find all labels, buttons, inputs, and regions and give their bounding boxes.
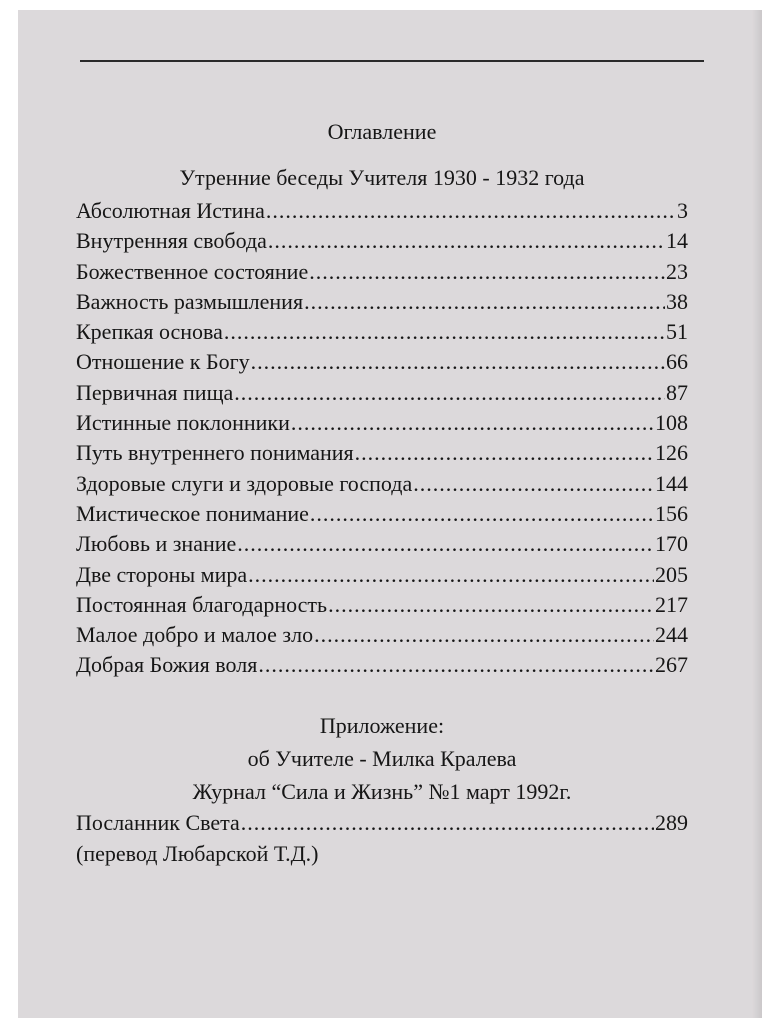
dot-leader	[413, 469, 654, 499]
toc-entry-page: 14	[666, 228, 688, 254]
toc-entry-title: Божественное состояние	[76, 258, 309, 284]
appendix-section	[76, 709, 688, 870]
toc-entry-page: 38	[666, 288, 688, 314]
toc-entry-page: 289	[655, 809, 688, 835]
toc-entry-page: 205	[655, 561, 688, 587]
toc-entry-title: Крепкая основа	[76, 319, 223, 345]
toc-entry	[76, 257, 688, 287]
toc-entry-title: Здоровые слуги и здоровые господа	[76, 470, 413, 496]
toc-entry	[76, 226, 688, 256]
toc-entry-title: Внутренняя свобода	[76, 228, 267, 254]
toc-entry	[76, 347, 688, 377]
toc-entry-page: 267	[655, 652, 688, 678]
toc-entry	[76, 650, 688, 680]
toc-entry-list	[76, 196, 688, 681]
toc-entry-title: Постоянная благодарность	[76, 591, 328, 617]
dot-leader	[241, 808, 654, 838]
toc-entry-title: Важность размышления	[76, 288, 304, 314]
toc-entry	[76, 590, 688, 620]
dot-leader	[237, 529, 654, 559]
book-page	[18, 10, 762, 1018]
toc-entry-page: 217	[655, 591, 688, 617]
appendix-author-line: об Учителе - Милка Кралева	[247, 745, 517, 771]
toc-entry-page: 144	[655, 470, 688, 496]
toc-entry	[76, 317, 688, 347]
toc-entry-title: Истинные поклонники	[76, 410, 290, 436]
toc-entry-title: Малое добро и малое зло	[76, 622, 314, 648]
toc-entry-page: 108	[655, 410, 688, 436]
toc-entry	[76, 620, 688, 650]
toc-entry-page: 170	[655, 531, 688, 557]
toc-entry-title: Первичная пища	[76, 379, 234, 405]
toc-entry-page: 244	[655, 622, 688, 648]
appendix-journal-line: Журнал “Сила и Жизнь” №1 март 1992г.	[192, 778, 572, 804]
toc-heading: Оглавление	[327, 119, 437, 144]
dot-leader	[258, 650, 654, 680]
toc-entry	[76, 378, 688, 408]
dot-leader	[266, 196, 676, 226]
toc-entry	[76, 529, 688, 559]
toc-entry-title: Отношение к Богу	[76, 349, 250, 375]
toc-section-title: Утренние беседы Учителя 1930 - 1932 года	[179, 165, 585, 190]
toc-entry	[76, 196, 688, 226]
toc-entry-title: Посланник Света	[76, 809, 240, 835]
toc-entry-title: Путь внутреннего понимания	[76, 440, 354, 466]
dot-leader	[304, 287, 665, 317]
toc-entry-page: 3	[677, 198, 688, 223]
dot-leader	[234, 378, 665, 408]
toc-entry-title: Мистическое понимание	[76, 500, 309, 526]
dot-leader	[248, 560, 654, 590]
dot-leader	[309, 257, 665, 287]
dot-leader	[310, 499, 654, 529]
header-rule	[80, 60, 704, 62]
toc-entry	[76, 499, 688, 529]
toc-entry-page: 126	[655, 440, 688, 466]
dot-leader	[314, 620, 654, 650]
toc-entry-page: 51	[666, 319, 688, 345]
toc-entry-page: 156	[655, 500, 688, 526]
toc-entry-title: Любовь и знание	[76, 531, 237, 557]
toc-entry	[76, 469, 688, 499]
appendix-heading: Приложение:	[319, 712, 445, 738]
toc-entry-title: Абсолютная Истина	[76, 198, 265, 223]
table-of-contents	[76, 116, 688, 870]
toc-entry	[76, 560, 688, 590]
translator-note: (перевод Любарской Т.Д.)	[76, 841, 319, 867]
dot-leader	[251, 347, 665, 377]
dot-leader	[268, 226, 665, 256]
toc-entry-title: Добрая Божия воля	[76, 652, 258, 678]
toc-entry	[76, 438, 688, 468]
toc-entry	[76, 287, 688, 317]
dot-leader	[291, 408, 654, 438]
dot-leader	[355, 438, 654, 468]
toc-entry-title: Две стороны мира	[76, 561, 248, 587]
dot-leader	[224, 317, 665, 347]
toc-entry	[76, 408, 688, 438]
toc-entry-page: 66	[666, 349, 688, 375]
appendix-entry	[76, 808, 688, 838]
toc-entry-page: 87	[666, 379, 688, 405]
toc-entry-page: 23	[666, 258, 688, 284]
dot-leader	[328, 590, 654, 620]
